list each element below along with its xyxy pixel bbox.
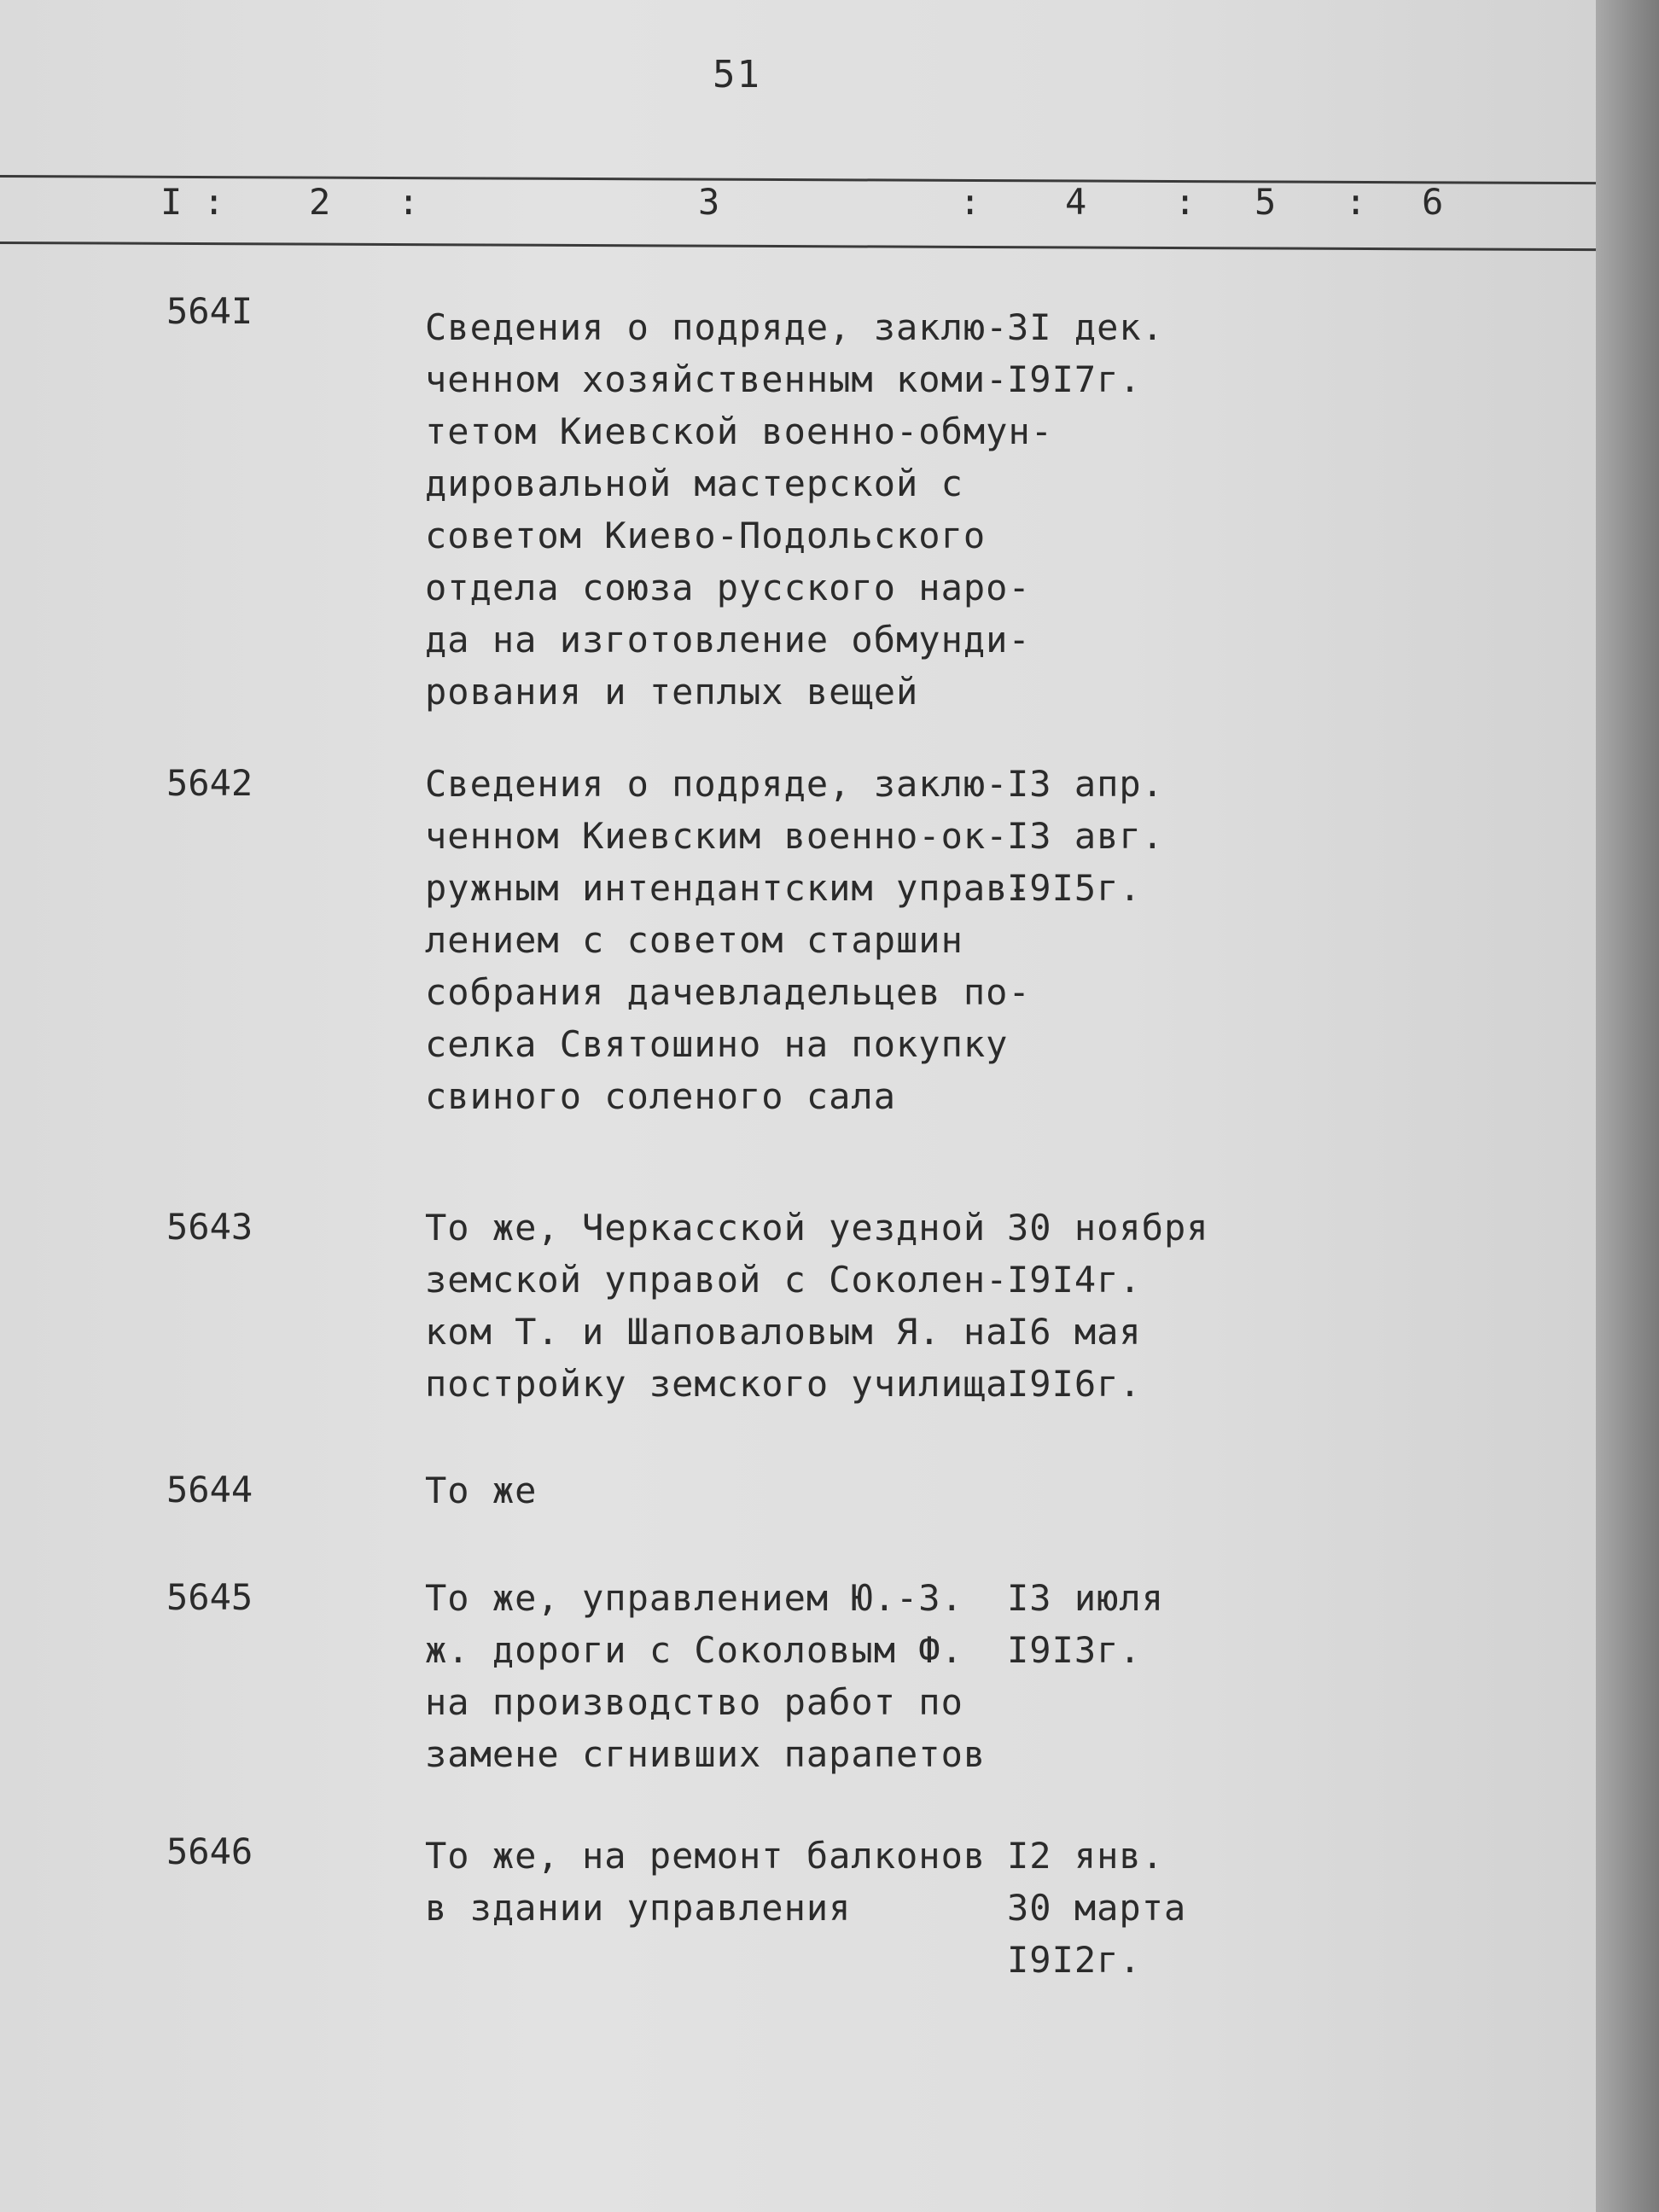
entry-dates: I3 июля I9I3г. — [1007, 1577, 1165, 1671]
entry-dates: I2 янв. 30 марта I9I2г. — [1007, 1835, 1187, 1981]
column-separator: : — [203, 181, 225, 223]
entry-number: 5642 — [166, 762, 253, 804]
entry-description: То же, на ремонт балконов в здании управления — [425, 1835, 987, 1929]
entry-number: 5643 — [166, 1206, 253, 1248]
column-header-3: 3 — [698, 181, 720, 223]
column-separator: : — [1174, 181, 1196, 223]
page-number: 51 — [713, 53, 761, 96]
entry-dates: 30 ноября I9I4г. I6 мая I9I6г. — [1007, 1207, 1209, 1405]
entry-description: То же, управлением Ю.-З. ж. дороги с Соколовым Ф. на производство работ по замене сгнивших парапетов — [425, 1577, 987, 1775]
entry-dates: 3I дек. I9I7г. — [1007, 306, 1165, 400]
entry-dates: I3 апр. I3 авг. I9I5г. — [1007, 763, 1165, 909]
column-header-5: 5 — [1254, 181, 1277, 223]
entry-number: 5646 — [166, 1831, 253, 1872]
entry-description: То же — [425, 1470, 538, 1511]
entry-description: То же, Черкасской уездной земской управой с Соколен- ком Т. и Шаповаловым Я. на постройку земского училища — [425, 1207, 1009, 1405]
entry-number: 5644 — [166, 1469, 253, 1511]
column-header-6: 6 — [1422, 181, 1444, 223]
column-header-1: I — [160, 181, 183, 223]
entry-description: Сведения о подряде, заклю- ченном хозяйственным коми- тетом Киевской военно-обмун- дировальной мастерской с советом Киево-Подольского отдела союза русского наро- да на изготовление обмунди- рования и теплых вещей — [425, 306, 1054, 713]
entry-number: 5645 — [166, 1576, 253, 1618]
column-header-4: 4 — [1065, 181, 1087, 223]
column-separator: : — [1345, 181, 1367, 223]
page-edge-shadow — [1596, 0, 1659, 2212]
column-separator: : — [959, 181, 981, 223]
entry-description: Сведения о подряде, заклю- ченном Киевским военно-ок- ружным интендантским управ- лением с советом старшин собрания дачевладельцев по- селка Святошино на покупку свиного соленого сала — [425, 763, 1031, 1117]
entry-number: 564I — [166, 290, 253, 332]
column-separator: : — [398, 181, 420, 223]
column-header-2: 2 — [309, 181, 331, 223]
